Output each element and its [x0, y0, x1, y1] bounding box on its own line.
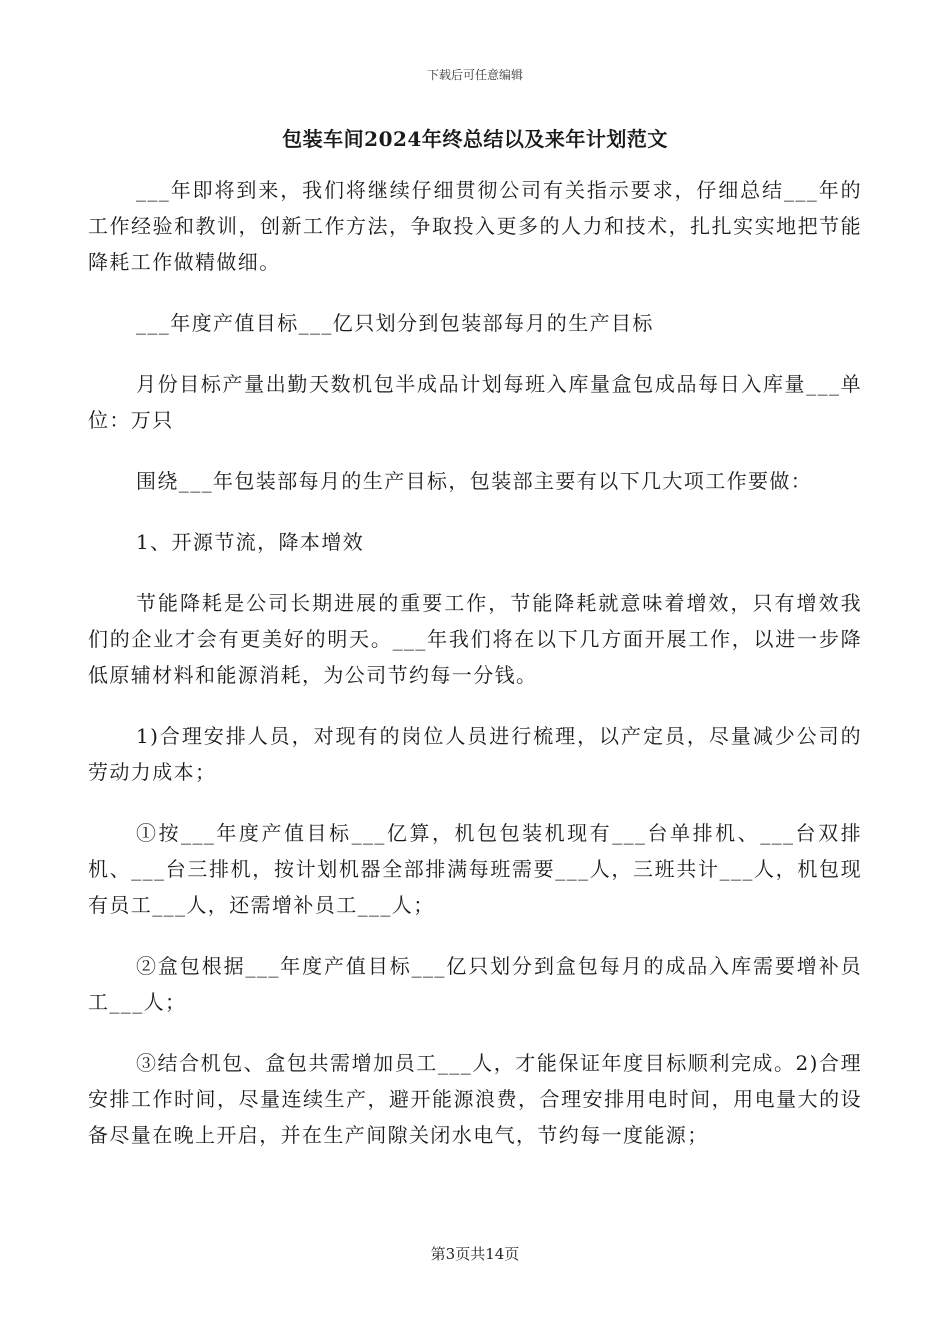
- paragraph-energy-saving: 节能降耗是公司长期进展的重要工作，节能降耗就意味着增效，只有增效我们的企业才会有更美好的明天。___年我们将在以下几方面开展工作，以进一步降低原辅材料和能源消耗，为公司节约每一分钱。: [88, 591, 862, 687]
- paragraph-combined: ③结合机包、盒包共需增加员工___人，才能保证年度目标顺利完成。2)合理安排工作时间，尽量连续生产，避开能源浪费，合理安排用电时间，用电量大的设备尽量在晚上开启，并在生产间隙关闭水电气，节约每一度能源；: [88, 1051, 862, 1147]
- document-title: 包装车间2024年终总结以及来年计划范文: [282, 127, 668, 151]
- document-body: [88, 172, 862, 1178]
- paragraph-work-items: 围绕___年包装部每月的生产目标，包装部主要有以下几大项工作要做：: [136, 469, 813, 493]
- paragraph-staffing: 1)合理安排人员，对现有的岗位人员进行梳理，以产定员，尽量减少公司的劳动力成本；: [88, 724, 862, 784]
- paragraph-monthly-table-header: 月份目标产量出勤天数机包半成品计划每班入库量盒包成品每日入库量___单位：万只: [88, 372, 862, 432]
- paragraph-box-pack: ②盒包根据___年度产值目标___亿只划分到盒包每月的成品入库需要增补员工___人；: [88, 954, 862, 1014]
- header-note: 下载后可任意编辑: [426, 68, 523, 82]
- paragraph-intro: ___年即将到来，我们将继续仔细贯彻公司有关指示要求，仔细总结___年的工作经验和教训，创新工作方法，争取投入更多的人力和技术，扎扎实实地把节能降耗工作做精做细。: [88, 178, 862, 274]
- paragraph-machine-pack: ①按___年度产值目标___亿算，机包包装机现有___台单排机、___台双排机、___台三排机，按计划机器全部排满每班需要___人，三班共计___人，机包现有员工___人，还需增补员工___人；: [88, 821, 862, 917]
- section-heading-1: 1、开源节流，降本增效: [136, 530, 365, 554]
- paragraph-annual-target: ___年度产值目标___亿只划分到包装部每月的生产目标: [136, 311, 654, 335]
- page-number: 第3页共14页: [430, 1245, 520, 1263]
